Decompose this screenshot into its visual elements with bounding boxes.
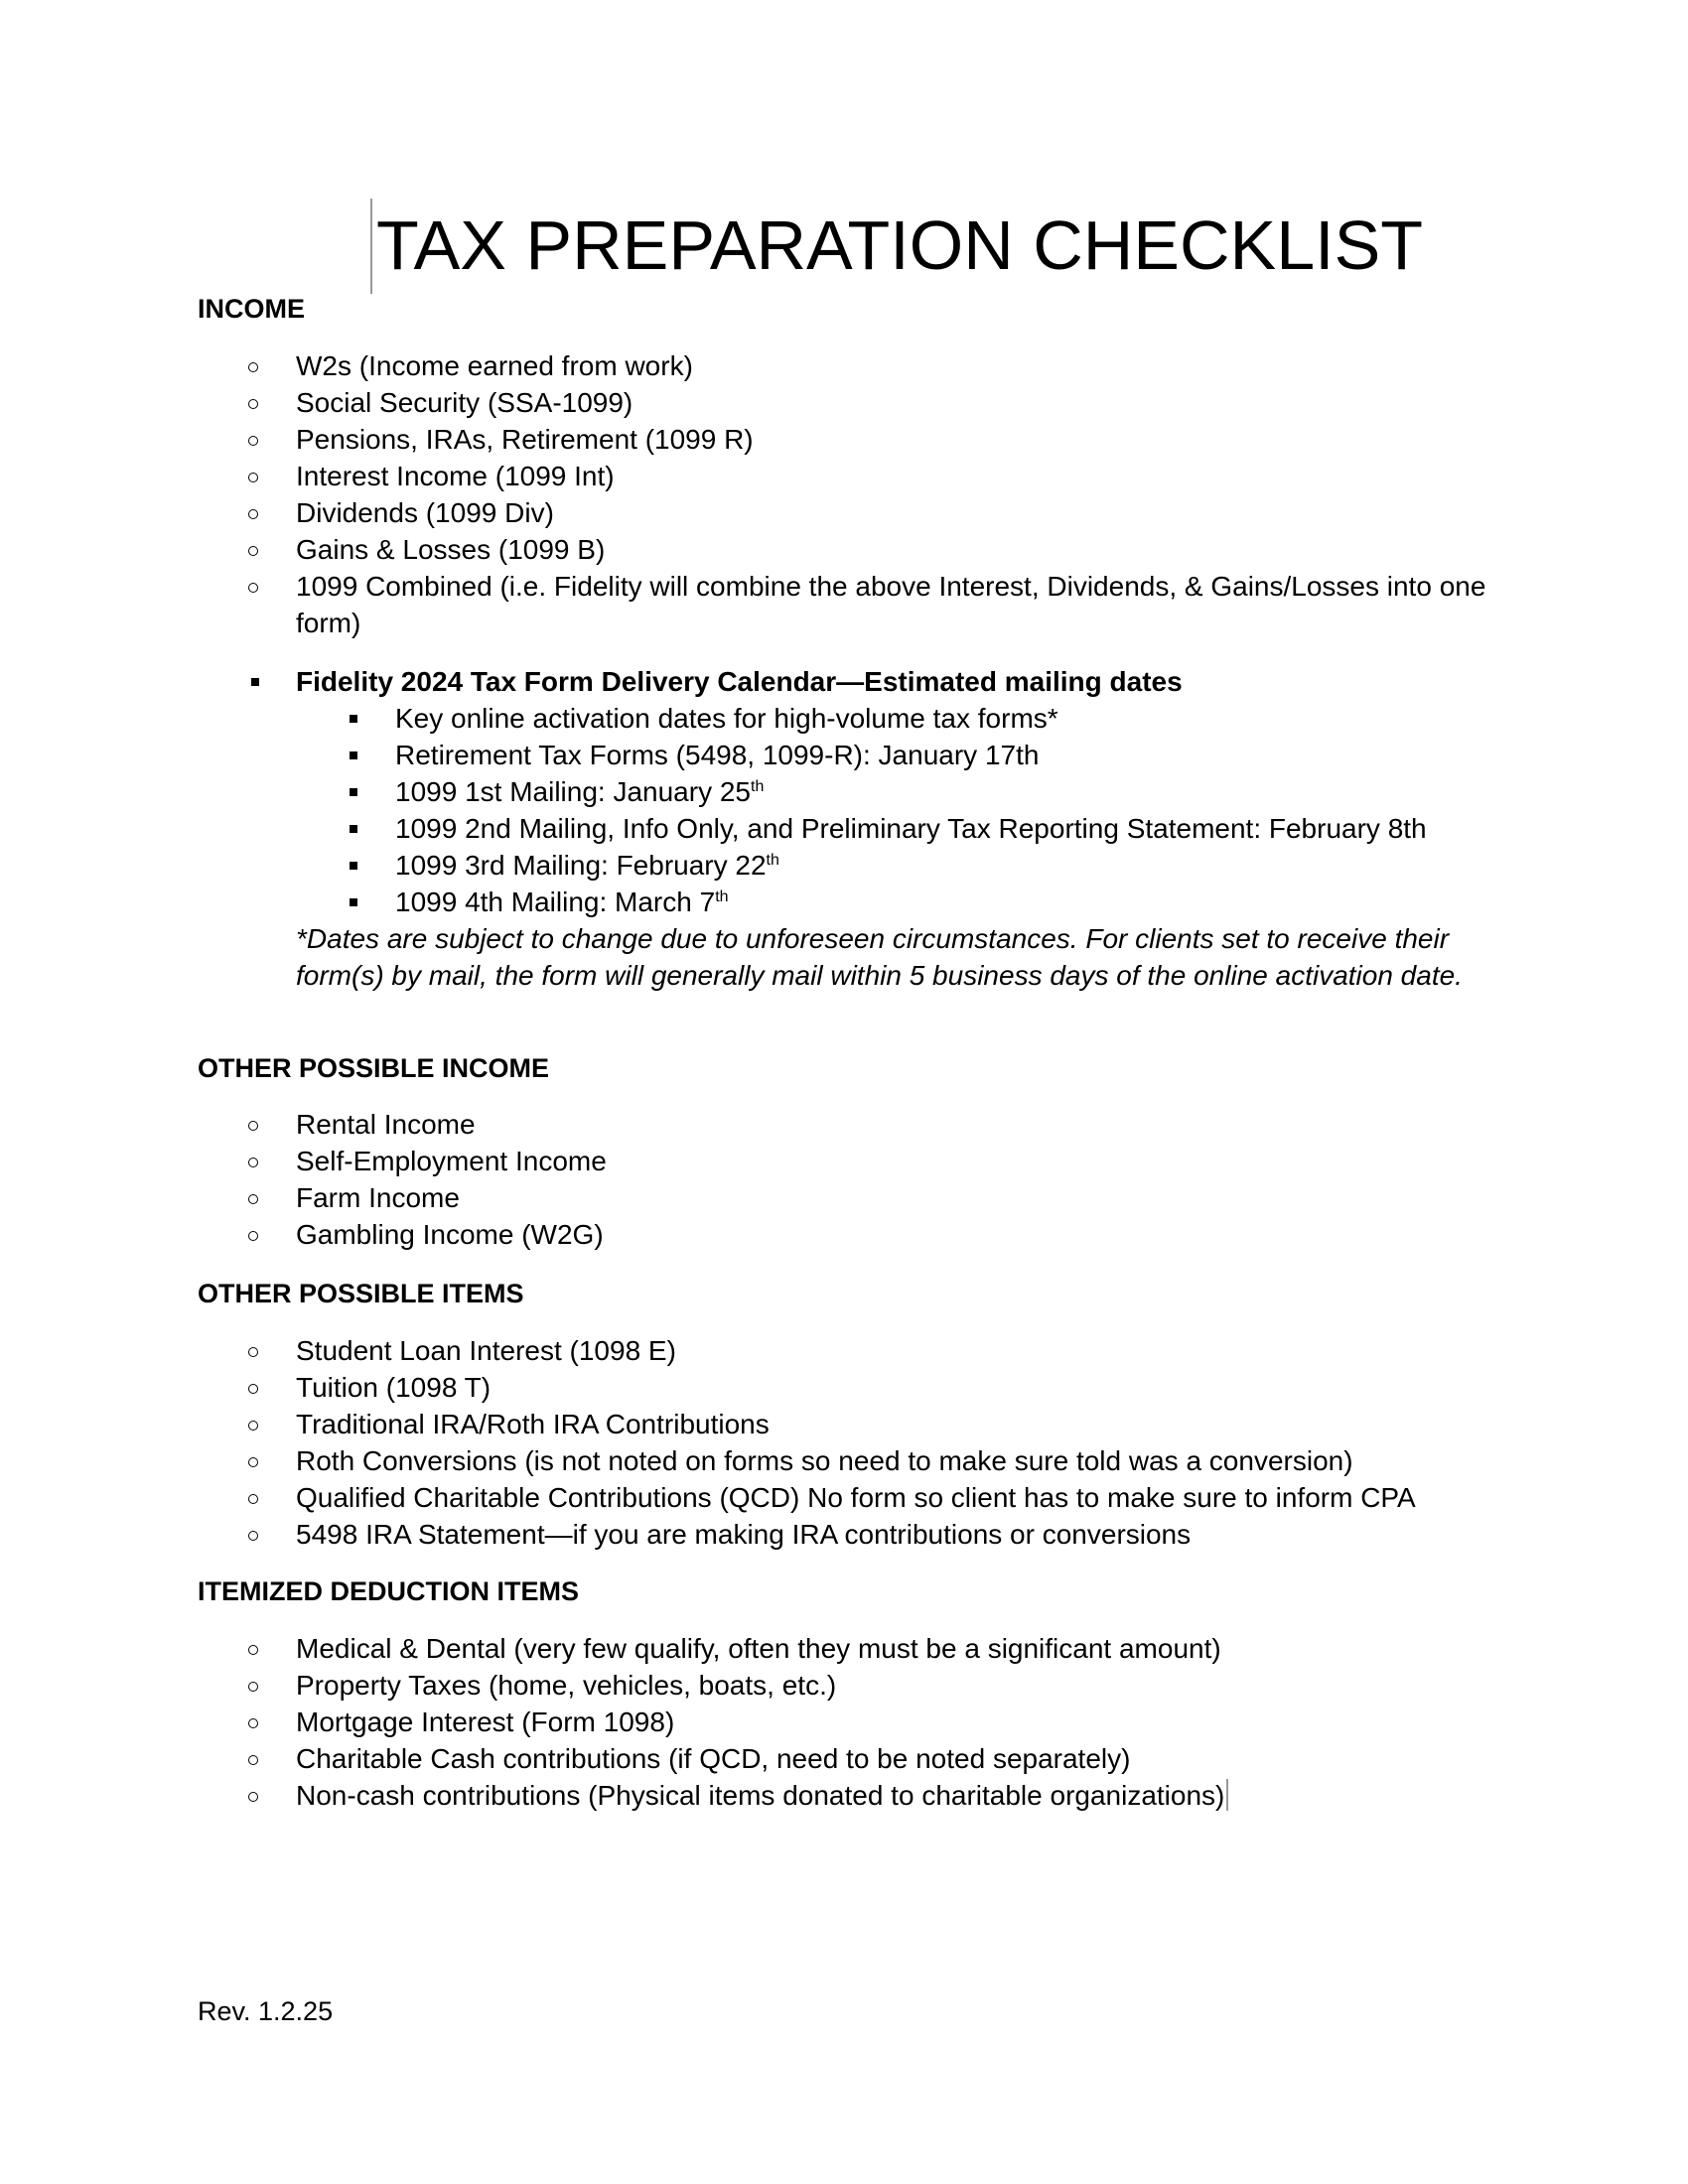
circle-bullet-icon [248, 1755, 258, 1765]
list-item-text: Student Loan Interest (1098 E) [296, 1335, 676, 1366]
list-item-text: Pensions, IRAs, Retirement (1099 R) [296, 424, 754, 455]
circle-bullet-icon [248, 1231, 258, 1241]
list-item-text: Retirement Tax Forms (5498, 1099-R): January 17th [395, 740, 1040, 770]
circle-bullet-icon [248, 1531, 258, 1541]
square-bullet-icon [350, 898, 357, 906]
list-item [0, 700, 1688, 737]
list-item-text: Dividends (1099 Div) [296, 497, 554, 528]
other-income-heading: OTHER POSSIBLE INCOME [198, 1053, 550, 1083]
list-item [0, 1106, 1487, 1143]
list-item [0, 458, 1487, 494]
list-item-text: Charitable Cash contributions (if QCD, need to be noted separately) [296, 1743, 1131, 1774]
other-items-heading: OTHER POSSIBLE ITEMS [198, 1279, 524, 1308]
list-item [0, 347, 1487, 384]
circle-bullet-icon [248, 1682, 258, 1692]
square-bullet-icon [350, 825, 357, 833]
other-items-list [0, 1332, 1487, 1553]
circle-bullet-icon [248, 399, 258, 409]
square-bullet-icon [251, 678, 259, 686]
list-item-text: Gambling Income (W2G) [296, 1219, 604, 1250]
text-cursor [1226, 1779, 1228, 1811]
itemized-list [0, 1630, 1487, 1814]
revision-footer: Rev. 1.2.25 [198, 1996, 334, 2026]
list-item-text: Social Security (SSA-1099) [296, 387, 633, 418]
circle-bullet-icon [248, 509, 258, 519]
circle-bullet-icon [248, 1792, 258, 1802]
list-item-text: 1099 3rd Mailing: February 22 [395, 850, 767, 881]
list-item-text: 1099 2nd Mailing, Info Only, and Preliminary Tax Reporting Statement: February 8th [395, 813, 1427, 844]
list-item [0, 1516, 1487, 1553]
ordinal-suffix: th [751, 778, 765, 795]
list-item-text: Self-Employment Income [296, 1146, 607, 1176]
list-item-text: 5498 IRA Statement—if you are making IRA contributions or conversions [296, 1519, 1192, 1550]
list-item [0, 1777, 1487, 1814]
list-item [0, 810, 1688, 847]
square-bullet-icon [350, 715, 357, 723]
circle-bullet-icon [248, 1421, 258, 1431]
list-item [0, 531, 1487, 568]
circle-bullet-icon [248, 1121, 258, 1131]
dates-disclaimer-note: *Dates are subject to change due to unforeseen circumstances. For clients set to receive their form(s) by mail, the form will generally mail within 5 business days of the online activation date. [296, 923, 1463, 991]
list-item [0, 1740, 1487, 1777]
list-item [0, 737, 1688, 773]
list-item [0, 1630, 1487, 1667]
list-item-text: Qualified Charitable Contributions (QCD) No form so client has to make sure to inform CPA [296, 1482, 1416, 1513]
fidelity-calendar-block [0, 663, 1688, 994]
list-item-text: W2s (Income earned from work) [296, 350, 693, 381]
circle-bullet-icon [248, 546, 258, 556]
income-heading: INCOME [198, 294, 305, 324]
circle-bullet-icon [248, 473, 258, 482]
list-item-text: Rental Income [296, 1109, 476, 1140]
list-item [0, 1406, 1487, 1442]
list-item [0, 884, 1688, 920]
itemized-heading: ITEMIZED DEDUCTION ITEMS [198, 1576, 579, 1606]
square-bullet-icon [350, 862, 357, 870]
list-item [0, 1143, 1487, 1179]
list-item-text: 1099 1st Mailing: January 25 [395, 776, 751, 807]
list-item [0, 568, 1487, 641]
square-bullet-icon [350, 788, 357, 796]
circle-bullet-icon [248, 1718, 258, 1728]
list-item [0, 773, 1688, 810]
list-item [0, 1442, 1487, 1479]
list-item [0, 847, 1688, 884]
list-item [0, 1332, 1487, 1369]
list-item [0, 1216, 1487, 1253]
circle-bullet-icon [248, 1457, 258, 1467]
fidelity-heading-text: Fidelity 2024 Tax Form Delivery Calendar—Estimated mailing dates [296, 666, 1183, 697]
circle-bullet-icon [248, 436, 258, 446]
circle-bullet-icon [248, 1384, 258, 1394]
list-item-text: Mortgage Interest (Form 1098) [296, 1706, 675, 1737]
list-item-text: Traditional IRA/Roth IRA Contributions [296, 1409, 770, 1439]
list-item [0, 1704, 1487, 1740]
ordinal-suffix: th [766, 852, 779, 869]
list-item [0, 421, 1487, 458]
list-item-text: 1099 4th Mailing: March 7 [395, 887, 716, 917]
list-item [0, 1479, 1487, 1516]
circle-bullet-icon [248, 1158, 258, 1167]
ordinal-suffix: th [715, 888, 729, 905]
list-item-text: Farm Income [296, 1182, 460, 1213]
page-title: TAX PREPARATION CHECKLIST [376, 206, 1424, 284]
fidelity-heading [0, 663, 1688, 700]
other-income-list [0, 1106, 1487, 1253]
circle-bullet-icon [248, 1645, 258, 1655]
list-item-text: Roth Conversions (is not noted on forms so need to make sure told was a conversion) [296, 1445, 1353, 1476]
circle-bullet-icon [248, 1194, 258, 1204]
circle-bullet-icon [248, 362, 258, 372]
circle-bullet-icon [248, 1494, 258, 1504]
list-item-text: Medical & Dental (very few qualify, often they must be a significant amount) [296, 1633, 1221, 1664]
circle-bullet-icon [248, 583, 258, 593]
income-list [0, 347, 1487, 641]
fidelity-dates-list [0, 700, 1688, 920]
list-item-text: 1099 Combined (i.e. Fidelity will combine the above Interest, Dividends, & Gains/Losses into one form) [296, 571, 1486, 638]
list-item [0, 1667, 1487, 1704]
list-item-text: Interest Income (1099 Int) [296, 461, 615, 491]
list-item-text: Property Taxes (home, vehicles, boats, etc.) [296, 1670, 837, 1701]
circle-bullet-icon [248, 1347, 258, 1357]
list-item-text: Tuition (1098 T) [296, 1372, 492, 1403]
list-item-text: Non-cash contributions (Physical items donated to charitable organizations) [296, 1780, 1225, 1811]
square-bullet-icon [350, 751, 357, 759]
list-item-text: Gains & Losses (1099 B) [296, 534, 606, 565]
list-item [0, 1369, 1487, 1406]
text-cursor [370, 199, 372, 294]
list-item [0, 1179, 1487, 1216]
list-item [0, 494, 1487, 531]
list-item [0, 384, 1487, 421]
list-item-text: Key online activation dates for high-volume tax forms* [395, 703, 1058, 734]
